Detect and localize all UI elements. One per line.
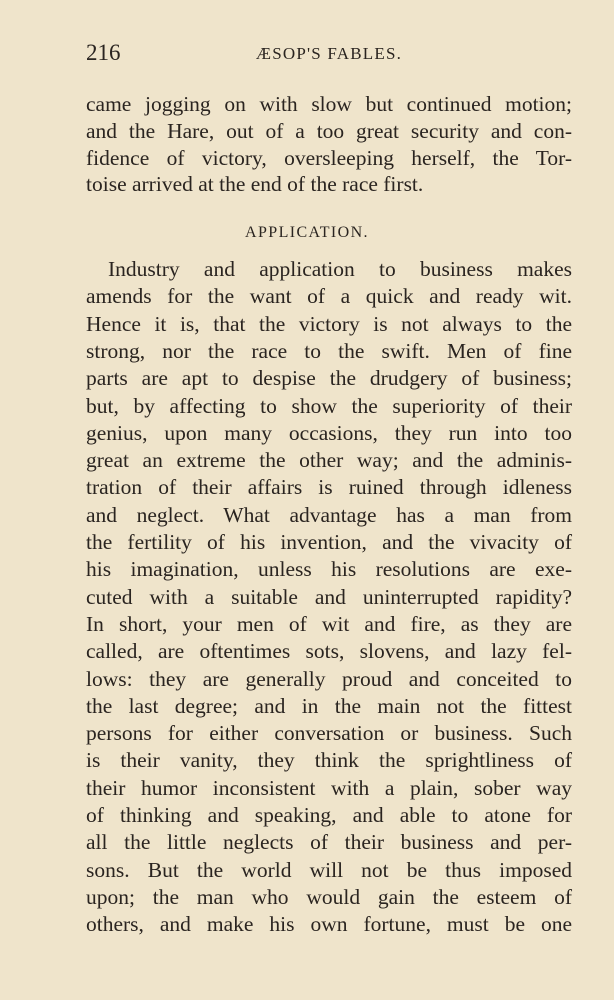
text-line: called, are oftentimes sots, slovens, and lazy fel- (86, 639, 572, 664)
running-title: ÆSOP'S FABLES. (255, 44, 403, 63)
text-line: cuted with a suitable and uninterrupted rapidity? (86, 584, 572, 609)
text-line: and the Hare, out of a too great security and con- (86, 118, 572, 143)
text-line: their humor inconsistent with a plain, sober way (86, 775, 572, 800)
text-line: In short, your men of wit and fire, as they are (86, 611, 572, 636)
text-line: of thinking and speaking, and able to atone for (86, 803, 572, 827)
running-header (86, 40, 572, 70)
text-line: amends for the want of a quick and ready wit. (86, 284, 572, 309)
page-number: 216 (86, 40, 121, 65)
text-line: toise arrived at the end of the race first. (86, 172, 424, 197)
text-line: Industry and application to business makes (108, 257, 572, 281)
text-line: his imagination, unless his resolutions are exe- (86, 557, 572, 582)
text-line: persons for either conversation or business. Such (86, 721, 572, 746)
text-line: the fertility of his invention, and the vivacity of (86, 530, 572, 554)
text-line: tration of their affairs is ruined through idleness (86, 475, 572, 500)
text-line: the last degree; and in the main not the fittest (86, 693, 572, 718)
text-line: all the little neglects of their business and per- (86, 830, 572, 855)
text-line: sons. But the world will not be thus imposed (86, 857, 572, 882)
text-line: genius, upon many occasions, they run into too (86, 420, 572, 445)
text-line: strong, nor the race to the swift. Men of fine (86, 338, 572, 363)
text-line: and neglect. What advantage has a man from (86, 502, 572, 527)
section-heading: APPLICATION. (245, 224, 369, 241)
text-line: but, by affecting to show the superiority of their (86, 393, 572, 418)
text-line: fidence of victory, oversleeping herself, the Tor- (86, 145, 572, 170)
text-line: came jogging on with slow but continued motion; (86, 92, 572, 116)
text-line: others, and make his own fortune, must be one (86, 912, 572, 937)
text-line: great an extreme the other way; and the adminis- (86, 448, 572, 473)
text-line: parts are apt to despise the drudgery of business; (86, 366, 572, 391)
text-line: Hence it is, that the victory is not always to the (86, 311, 572, 336)
text-line: is their vanity, they think the sprightliness of (86, 748, 572, 773)
text-line: lows: they are generally proud and conceited to (86, 666, 572, 691)
text-line: upon; the man who would gain the esteem of (86, 884, 572, 909)
